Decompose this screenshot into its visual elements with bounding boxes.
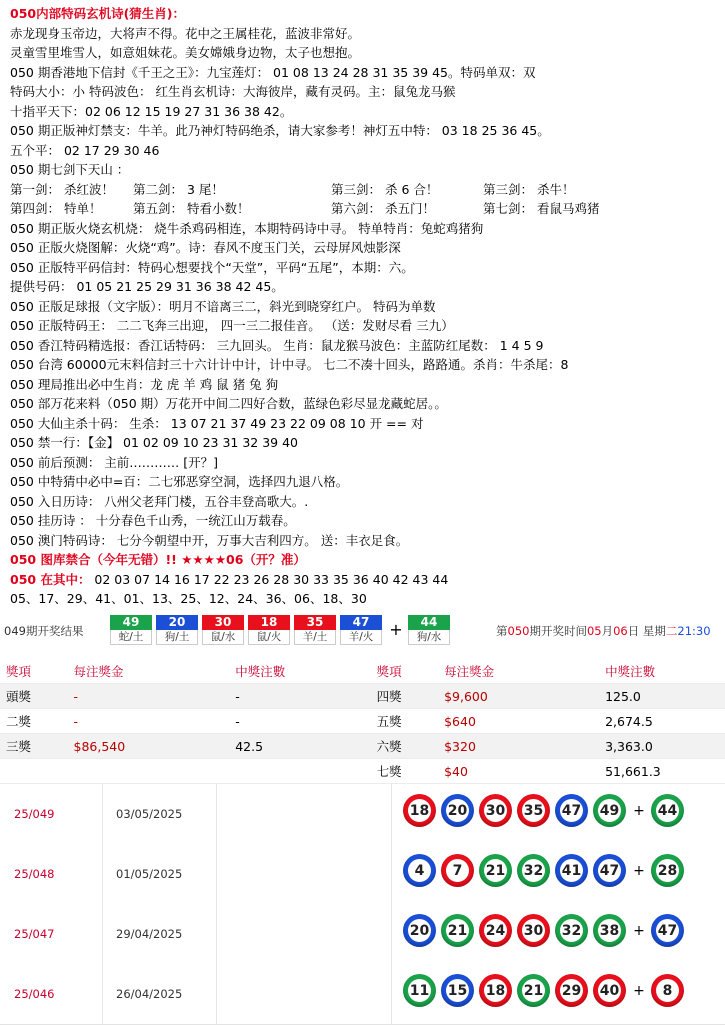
lottery-ball bbox=[593, 794, 626, 827]
text-line-main: 050 正版火烧图解：火烧“鸡”。诗：春风不度玉门关，云母屏风烛影深 bbox=[10, 240, 401, 255]
lottery-ball-number: 49 bbox=[598, 799, 621, 822]
text-line bbox=[10, 511, 719, 531]
text-line: 050内部特码玄机诗(猜生肖)： bbox=[10, 6, 186, 21]
text-line bbox=[10, 472, 719, 492]
draw-ball-zodiac: 狗/土 bbox=[156, 630, 198, 645]
sword-row bbox=[10, 180, 719, 200]
prize-cell: 四獎 bbox=[371, 684, 439, 709]
special-ball-number: 47 bbox=[656, 919, 679, 942]
lottery-ball-number: 38 bbox=[598, 919, 621, 942]
draw-ball-zodiac: 羊/土 bbox=[294, 630, 336, 645]
prize-row bbox=[0, 684, 725, 709]
prize-cell: 二獎 bbox=[0, 709, 68, 734]
text-line-tail: 02 03 07 14 16 17 22 23 26 28 30 33 35 36 40 42 43 44 bbox=[90, 571, 449, 587]
text-line bbox=[10, 277, 719, 297]
draw-ball bbox=[110, 615, 152, 645]
lottery-ball bbox=[593, 854, 626, 887]
history-row bbox=[0, 844, 725, 905]
prize-cell: 51,661.3 bbox=[599, 759, 725, 784]
lottery-ball bbox=[593, 974, 626, 1007]
lottery-ball bbox=[441, 794, 474, 827]
history-period: 25/049 bbox=[14, 784, 103, 844]
text-line-main: 050 正版足球报（文字版）：明月不谙离三二，斜光到晓穿红户。 特码为单数 bbox=[10, 298, 436, 314]
history-spacer bbox=[206, 784, 392, 844]
lottery-ball-number: 20 bbox=[446, 799, 469, 822]
special-ball bbox=[651, 914, 684, 947]
lottery-ball bbox=[555, 794, 588, 827]
prize-cell: 42.5 bbox=[229, 734, 370, 759]
text-line bbox=[10, 492, 719, 512]
text-line-main: 050 正版特码王： 二二飞奔三出迎， 四一三二报佳音。 （送：发财尽看 三九） bbox=[10, 318, 454, 333]
prize-row bbox=[0, 759, 725, 784]
lottery-ball bbox=[555, 854, 588, 887]
prize-header: 中獎注數 bbox=[599, 659, 725, 684]
text-line bbox=[10, 258, 719, 278]
prize-cell: 125.0 bbox=[599, 684, 725, 709]
special-ball bbox=[651, 854, 684, 887]
text-line bbox=[10, 531, 719, 551]
text-line bbox=[10, 316, 719, 336]
prize-cell: 五獎 bbox=[371, 709, 439, 734]
lottery-ball bbox=[479, 854, 512, 887]
history-balls bbox=[403, 854, 689, 887]
prize-cell: - bbox=[68, 684, 230, 709]
history-row bbox=[0, 964, 725, 1025]
prize-cell: - bbox=[229, 709, 370, 734]
draw-ball-number: 35 bbox=[294, 615, 336, 630]
lottery-ball bbox=[479, 914, 512, 947]
prize-row bbox=[0, 734, 725, 759]
lottery-ball bbox=[517, 974, 550, 1007]
draw-ball-zodiac: 鼠/水 bbox=[202, 630, 244, 645]
lottery-ball-number: 29 bbox=[560, 979, 583, 1002]
lottery-ball bbox=[441, 914, 474, 947]
prize-cell: $320 bbox=[438, 734, 599, 759]
sword-item: 第五剑： 特看小数！ bbox=[133, 201, 250, 216]
text-line-main: 050 正版特平码信封：特码心想要找个“天堂”，平码“五尾”，本期：六。 bbox=[10, 259, 414, 275]
text-line: 特码大小：小 特码波色： 红生肖玄机诗：大海彼岸，藏有灵码。主：鼠兔龙马猴 bbox=[10, 84, 456, 99]
draw-ball bbox=[340, 615, 382, 645]
lottery-ball bbox=[441, 974, 474, 1007]
plus-icon: + bbox=[633, 862, 645, 879]
text-line bbox=[10, 238, 719, 258]
history-spacer bbox=[206, 904, 392, 964]
text-line-main: 050 挂历诗 ： 十分春色千山秀，一统江山万载春。 bbox=[10, 513, 296, 528]
draw-ball-zodiac: 蛇/土 bbox=[110, 630, 152, 645]
lottery-ball bbox=[517, 914, 550, 947]
sword-item: 第六剑： 杀五门！ bbox=[331, 201, 435, 216]
history-date: 03/05/2025 bbox=[104, 784, 217, 844]
sword-item: 第三剑： 杀牛！ bbox=[483, 181, 575, 197]
draw-ball-number: 44 bbox=[408, 615, 450, 630]
prize-cell: $9,600 bbox=[438, 684, 599, 709]
draw-period-label: 049期开奖结果 bbox=[4, 624, 84, 638]
text-line-main: 050 澳门特码诗： 七分今朝望中开，万事大吉利四方。 送：丰衣足食。 bbox=[10, 532, 409, 548]
text-line bbox=[10, 336, 719, 356]
prize-cell: 三獎 bbox=[0, 734, 68, 759]
history-period: 25/046 bbox=[14, 964, 103, 1024]
lottery-ball-number: 15 bbox=[446, 979, 469, 1002]
lottery-ball bbox=[479, 974, 512, 1007]
plus-icon: + bbox=[389, 620, 403, 639]
lottery-ball-number: 40 bbox=[598, 979, 621, 1002]
prize-cell bbox=[229, 759, 370, 784]
prize-cell bbox=[0, 759, 68, 784]
lottery-ball-number: 32 bbox=[560, 919, 583, 942]
text-line-main: 050 部万花来料（050 期）万花开中间二四好合数，蓝绿色彩尽显龙藏蛇居。。 bbox=[10, 396, 447, 411]
history-spacer bbox=[206, 964, 392, 1024]
draw-ball-number: 18 bbox=[248, 615, 290, 630]
text-line bbox=[10, 570, 719, 590]
text-line-main: 050 禁一行：【金】 01 02 09 10 23 31 32 39 40 bbox=[10, 435, 298, 450]
draw-ball-zodiac: 羊/火 bbox=[340, 630, 382, 645]
prize-header: 獎項 bbox=[371, 659, 439, 684]
lottery-ball-number: 18 bbox=[408, 799, 431, 822]
text-line: 十指平天下：02 06 12 15 19 27 31 36 38 42。 bbox=[10, 103, 293, 119]
history-balls bbox=[403, 794, 689, 827]
prize-cell: - bbox=[68, 709, 230, 734]
lottery-ball bbox=[403, 974, 436, 1007]
text-line bbox=[10, 394, 719, 414]
draw-ball bbox=[156, 615, 198, 645]
lottery-ball-number: 21 bbox=[522, 979, 545, 1002]
special-ball-number: 28 bbox=[656, 859, 679, 882]
text-line bbox=[10, 453, 719, 473]
prize-cell: $86,540 bbox=[68, 734, 230, 759]
history-balls bbox=[403, 914, 689, 947]
sword-item: 第四剑： 特单！ bbox=[10, 201, 102, 216]
draw-result-bar bbox=[0, 614, 725, 642]
lottery-ball-number: 21 bbox=[446, 919, 469, 942]
lottery-ball-number: 7 bbox=[446, 859, 469, 882]
lottery-ball bbox=[555, 914, 588, 947]
text-line-main: 050 台湾 60000元末料信封三十六计计中计，计中寻。 七二不凑十回头，路路通。杀肖：牛杀尾：8 bbox=[10, 357, 569, 372]
plus-icon: + bbox=[633, 802, 645, 819]
prize-row bbox=[0, 709, 725, 734]
text-line: 五个平： 02 17 29 30 46 bbox=[10, 142, 160, 158]
history-balls bbox=[403, 974, 689, 1007]
draw-ball bbox=[408, 615, 450, 645]
lottery-ball bbox=[441, 854, 474, 887]
text-line-main: 050 香江特码精选报：香江话特码： 三九回头。 生肖：鼠龙猴马波色：主蓝防红尾数： 1 4 5 9 bbox=[10, 337, 544, 353]
text-line-main: 050 图库禁合（今年无错）!! ★★★★06（开？准） bbox=[10, 552, 306, 567]
lottery-ball-number: 41 bbox=[560, 859, 583, 882]
special-ball-number: 8 bbox=[656, 979, 679, 1002]
prize-cell: $640 bbox=[438, 709, 599, 734]
text-line: 050 期香港地下信封《千王之王》：九宝莲灯： 01 08 13 24 28 31 35 39 45。特码单双：双 bbox=[10, 64, 536, 80]
prize-cell: 頭獎 bbox=[0, 684, 68, 709]
lottery-ball bbox=[403, 794, 436, 827]
sword-row bbox=[10, 199, 719, 219]
history-date: 26/04/2025 bbox=[104, 964, 217, 1024]
prize-cell: 七獎 bbox=[371, 759, 439, 784]
lottery-ball-number: 20 bbox=[408, 919, 431, 942]
lottery-ball-number: 11 bbox=[408, 979, 431, 1002]
prize-header-row bbox=[0, 659, 725, 684]
text-line-main: 050 期正版火烧玄机烧： 烧牛杀鸡码相连，本期特码诗中寻。 特单特肖：兔蛇鸡猪狗 bbox=[10, 220, 484, 236]
text-line-main: 050 入日历诗： 八州父老拜门楼，五谷丰登高歌大。. bbox=[10, 493, 309, 509]
prize-header: 每注獎金 bbox=[438, 659, 599, 684]
text-line-main: 提供号码： 01 05 21 25 29 31 36 38 42 45。 bbox=[10, 279, 284, 294]
lottery-ball-number: 4 bbox=[408, 859, 431, 882]
draw-ball-number: 47 bbox=[340, 615, 382, 630]
text-line: 赤龙现身玉帝边，大将声不得。花中之王属桂花，蓝波非常好。 bbox=[10, 25, 361, 41]
text-line bbox=[10, 297, 719, 317]
text-line bbox=[10, 433, 719, 453]
lottery-ball-number: 24 bbox=[484, 919, 507, 942]
prize-header: 中獎注數 bbox=[229, 659, 370, 684]
history-spacer bbox=[206, 844, 392, 904]
lottery-ball bbox=[479, 794, 512, 827]
prize-header: 獎項 bbox=[0, 659, 68, 684]
history-row bbox=[0, 784, 725, 845]
lottery-ball-number: 18 bbox=[484, 979, 507, 1002]
text-line-main: 050 在其中： bbox=[10, 571, 91, 587]
draw-balls bbox=[110, 615, 454, 645]
text-line-main: 050 大仙主杀十码： 生杀： 13 07 21 37 49 23 22 09 08 10 开 == 对 bbox=[10, 415, 424, 431]
lottery-ball bbox=[517, 794, 550, 827]
lottery-ball-number: 47 bbox=[560, 799, 583, 822]
prize-cell: 3,363.0 bbox=[599, 734, 725, 759]
draw-ball-number: 30 bbox=[202, 615, 244, 630]
prize-table bbox=[0, 659, 725, 784]
sword-item: 第二剑： 3 尾！ bbox=[133, 181, 224, 197]
text-line: 050 期七剑下天山 ： bbox=[10, 162, 130, 177]
text-line bbox=[10, 375, 719, 395]
sword-item: 第七剑： 看鼠马鸡猪 bbox=[483, 201, 600, 216]
text-line-main: 050 前后预测： 主前………… [开？] bbox=[10, 454, 219, 470]
lottery-ball bbox=[593, 914, 626, 947]
prize-cell: 六獎 bbox=[371, 734, 439, 759]
draw-ball bbox=[202, 615, 244, 645]
text-line-main: 050 理局推出必中生肖：龙 虎 羊 鸡 鼠 猪 兔 狗 bbox=[10, 376, 279, 392]
prize-cell: - bbox=[229, 684, 370, 709]
lottery-ball-number: 32 bbox=[522, 859, 545, 882]
text-line bbox=[10, 550, 719, 570]
history-period: 25/048 bbox=[14, 844, 103, 904]
text-line-main: 050 中特猜中必中=百：二七邪恶穿空洞，选择四九退八格。 bbox=[10, 474, 349, 489]
prize-cell bbox=[68, 759, 230, 784]
history-row bbox=[0, 904, 725, 965]
sword-item: 第一剑： 杀红波！ bbox=[10, 181, 114, 197]
prize-header: 每注獎金 bbox=[68, 659, 230, 684]
plus-icon: + bbox=[633, 922, 645, 939]
lottery-ball bbox=[403, 914, 436, 947]
draw-ball-zodiac: 鼠/火 bbox=[248, 630, 290, 645]
history-period: 25/047 bbox=[14, 904, 103, 964]
special-ball bbox=[651, 974, 684, 1007]
sword-item: 第三剑： 杀 6 合！ bbox=[331, 181, 439, 197]
text-line: 050 期正版神灯禁支：牛羊。此乃神灯特码绝杀，请大家参考！神灯五中特： 03 18 25 36 45。 bbox=[10, 123, 550, 138]
text-line: 灵童雪里堆雪人，如意姐妹花。美女嫦娥身边物，太子也想抱。 bbox=[10, 45, 361, 60]
history-date: 29/04/2025 bbox=[104, 904, 217, 964]
draw-ball bbox=[294, 615, 336, 645]
text-line-main: 05、17、29、41、01、13、25、12、24、36、06、18、30 bbox=[10, 591, 367, 606]
special-ball bbox=[651, 794, 684, 827]
lottery-ball-number: 47 bbox=[598, 859, 621, 882]
text-line bbox=[10, 589, 719, 609]
prize-cell: $40 bbox=[438, 759, 599, 784]
next-draw-time: 第050期开奖时间05月06日 星期二21:30 bbox=[496, 624, 711, 638]
text-line bbox=[10, 414, 719, 434]
text-line bbox=[10, 355, 719, 375]
history-date: 01/05/2025 bbox=[104, 844, 217, 904]
lottery-ball-number: 30 bbox=[522, 919, 545, 942]
draw-ball-number: 20 bbox=[156, 615, 198, 630]
special-ball-number: 44 bbox=[656, 799, 679, 822]
lottery-ball bbox=[403, 854, 436, 887]
draw-ball-number: 49 bbox=[110, 615, 152, 630]
plus-icon: + bbox=[633, 982, 645, 999]
draw-ball bbox=[248, 615, 290, 645]
lottery-ball-number: 35 bbox=[522, 799, 545, 822]
draw-ball-zodiac: 狗/水 bbox=[408, 630, 450, 645]
lottery-ball bbox=[555, 974, 588, 1007]
lottery-ball bbox=[517, 854, 550, 887]
lottery-ball-number: 21 bbox=[484, 859, 507, 882]
text-line bbox=[10, 219, 719, 239]
prize-cell: 2,674.5 bbox=[599, 709, 725, 734]
lottery-ball-number: 30 bbox=[484, 799, 507, 822]
